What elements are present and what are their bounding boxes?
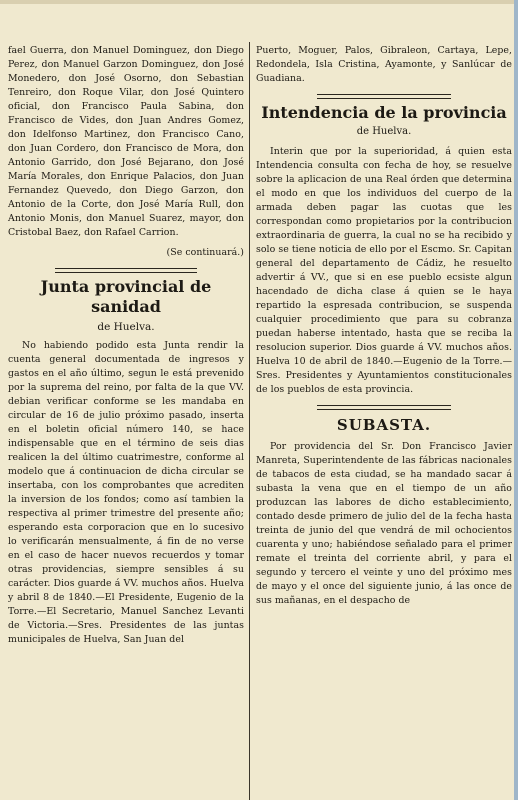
junta-heading: Junta provincial de sanidad [40, 277, 212, 316]
junta-subheading: de Huelva. [97, 321, 155, 333]
section-divider [317, 94, 450, 99]
page-top-edge [0, 0, 518, 4]
subasta-heading: SUBASTA. [336, 416, 432, 434]
left-column [8, 44, 244, 647]
intendencia-heading: Intendencia de la provincia [261, 103, 507, 122]
right-column [256, 44, 512, 608]
section-divider [55, 268, 197, 273]
junta-body: No habiendo podido esta Junta rendir la cuenta general documentada de ingresos y gastos en el año último, segun le está prevenido por la suprema del reino, por falta de la que VV. debian verificar conforme se les mandaba en circular de 16 de julio próximo pasado, inserta en el boletin oficial número 140, se hace indispensable que en el término de seis dias realicen la del último cuatrimestre, conforme al modelo que á continuacion de dicha circular se insertaba, con los comprobantes que acrediten la inversion de los fondos; como así tambien la respectiva al primer trimestre del presente año; esperando esta corporacion que en lo sucesivo lo verificarán mensualmente, á fin de no verse en el caso de hacer nuevos recuerdos y tomar otras providencias, siempre sensibles á su carácter. Dios guarde á VV. muchos años. Huelva y abril 8 de 1840.—El Presidente, Eugenio de la Torre.—El Secretario, Manuel Sanchez Levanti de Victoria.—Sres. Presidentes de las juntas municipales de Huelva, San Juan del [8, 340, 244, 645]
column-rule [249, 42, 250, 800]
subasta-body: Por providencia del Sr. Don Francisco Javier Manreta, Superintendente de las fábricas nacionales de tabacos de esta ciudad, se ha mandado sacar á subasta la vena que en el tiempo de un año produzcan las labores de dicho establecimiento, contado desde primero de julio del de la fecha hasta treinta de junio del que vendrá de mil ochocientos cuarenta y uno; habiéndose señalado para el primer remate el treinta del corriente abril, y para el segundo y tercero el veinte y uno del próximo mes de mayo y el once del siguiente junio, á las once de sus mañanas, en el despacho de [256, 441, 512, 606]
intendencia-body: Interin que por la superioridad, á quien esta Intendencia consulta con fecha de hoy, se resuelve sobre la aplicacion de una Real órden que determina el modo en que los individuos del cuerpo de la armada deben pagar las cuotas que les correspondan como propietarios por la contribucion extraordinaria de guerra, la cual no se ha recibido y solo se tiene noticia de ello por el Escmo. Sr. Capitan general del departamento de Cádiz, he resuelto advertir á VV., que si en ese pueblo ecsiste algun hacendado de dicha clase á quien se le haya repartido la espresada contribucion, se suspenda cualquier procedimiento que para su cobranza puedan haberse intentado, hasta que se reciba la resolucion superior. Dios guarde á VV. muchos años. Huelva 10 de abril de 1840.—Eugenio de la Torre.—Sres. Presidentes y Ayuntamientos constitucionales de los pueblos de esta provincia. [256, 146, 512, 395]
intendencia-subheading: de Huelva. [356, 126, 412, 137]
list-continuation-right: Puerto, Moguer, Palos, Gibraleon, Cartaya, Lepe, Redondela, Isla Cristina, Ayamonte, y Sanlúcar de Guadiana. [256, 45, 512, 84]
continuara-note: (Se continuará.) [166, 247, 244, 258]
section-divider [317, 405, 450, 410]
page-edge [514, 0, 518, 800]
list-continuation: fael Guerra, don Manuel Dominguez, don Diego Perez, don Manuel Garzon Dominguez, don José Monedero, don José Osorno, don Sebastian Tenreiro, don Roque Vilar, don José Quintero oficial, don Francisco Paula Sabina, don Francisco de Vides, don Juan Andres Gomez, don Idelfonso Martinez, don Francisco Cano, don Juan Cordero, don Francisco de Mora, don Antonio Garrido, don José Bejarano, don José María Morales, don Enrique Palacios, don Juan Fernandez Quevedo, don Diego Garzon, don Antonio de la Corte, don José María Rull, don Antonio Monis, don Manuel Suarez, mayor, don Cristobal Baez, don Rafael Carrion. [8, 45, 244, 238]
